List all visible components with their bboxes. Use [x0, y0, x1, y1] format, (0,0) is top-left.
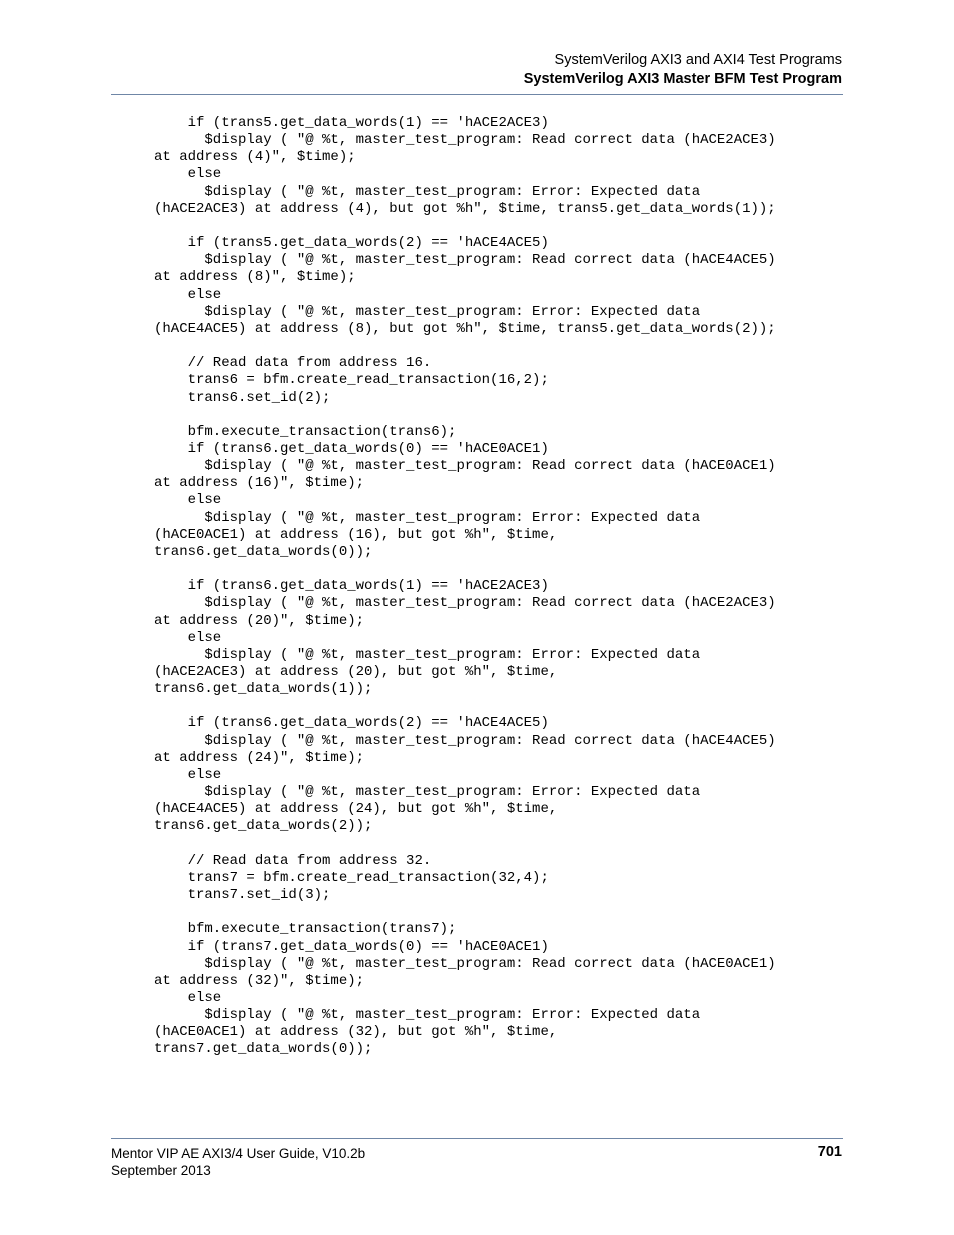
guide-title: Mentor VIP AE AXI3/4 User Guide, V10.2b	[111, 1146, 366, 1161]
publication-date: September 2013	[111, 1163, 211, 1178]
chapter-title: SystemVerilog AXI3 and AXI4 Test Programs	[554, 52, 842, 68]
page-number: 701	[817, 1144, 842, 1160]
section-title: SystemVerilog AXI3 Master BFM Test Program	[523, 71, 842, 87]
header-rule	[111, 94, 843, 95]
code-listing: if (trans5.get_data_words(1) == 'hACE2ACE3) $display ( "@ %t, master_test_program: Read correct data (hACE2ACE3) at address (4)", $time); else $display ( "@ %t, master_test_program: Error: Expected data (hACE2ACE3) at address (4), but got %h", $time, trans5.get_data_words(1)); if (trans5.get_data_words(2) == 'hACE4ACE5) $display ( "@ %t, master_test_program: Read correct data (hACE4ACE5) at address (8)", $time); else $display ( "@ %t, master_test_program: Error: Expected data (hACE4ACE5) at address (8), but got %h", $time, trans5.get_data_words(2)); // Read data from address 16. trans6 = bfm.create_read_transaction(16,2); trans6.set_id(2); bfm.execute_transaction(trans6); if (trans6.get_data_words(0) == 'hACE0ACE1) $display ( "@ %t, master_test_program: Read correct data (hACE0ACE1) at address (16)", $time); else $display ( "@ %t, master_test_program: Error: Expected data (hACE0ACE1) at address (16), but got %h", $time, trans6.get_data_words(0)); if (trans6.get_data_words(1) == 'hACE2ACE3) $display ( "@ %t, master_test_program: Read correct data (hACE2ACE3) at address (20)", $time); else $display ( "@ %t, master_test_program: Error: Expected data (hACE2ACE3) at address (20), but got %h", $time, trans6.get_data_words(1)); if (trans6.get_data_words(2) == 'hACE4ACE5) $display ( "@ %t, master_test_program: Read correct data (hACE4ACE5) at address (24)", $time); else $display ( "@ %t, master_test_program: Error: Expected data (hACE4ACE5) at address (24), but got %h", $time, trans6.get_data_words(2)); // Read data from address 32. trans7 = bfm.create_read_transaction(32,4); trans7.set_id(3); bfm.execute_transaction(trans7); if (trans7.get_data_words(0) == 'hACE0ACE1) $display ( "@ %t, master_test_program: Read correct data (hACE0ACE1) at address (32)", $time); else $display ( "@ %t, master_test_program: Error: Expected data (hACE0ACE1) at address (32), but got %h", $time, trans7.get_data_words(0));	[154, 115, 776, 1058]
page-header	[524, 51, 842, 89]
footer-rule	[111, 1138, 843, 1139]
page-footer	[111, 1145, 365, 1179]
